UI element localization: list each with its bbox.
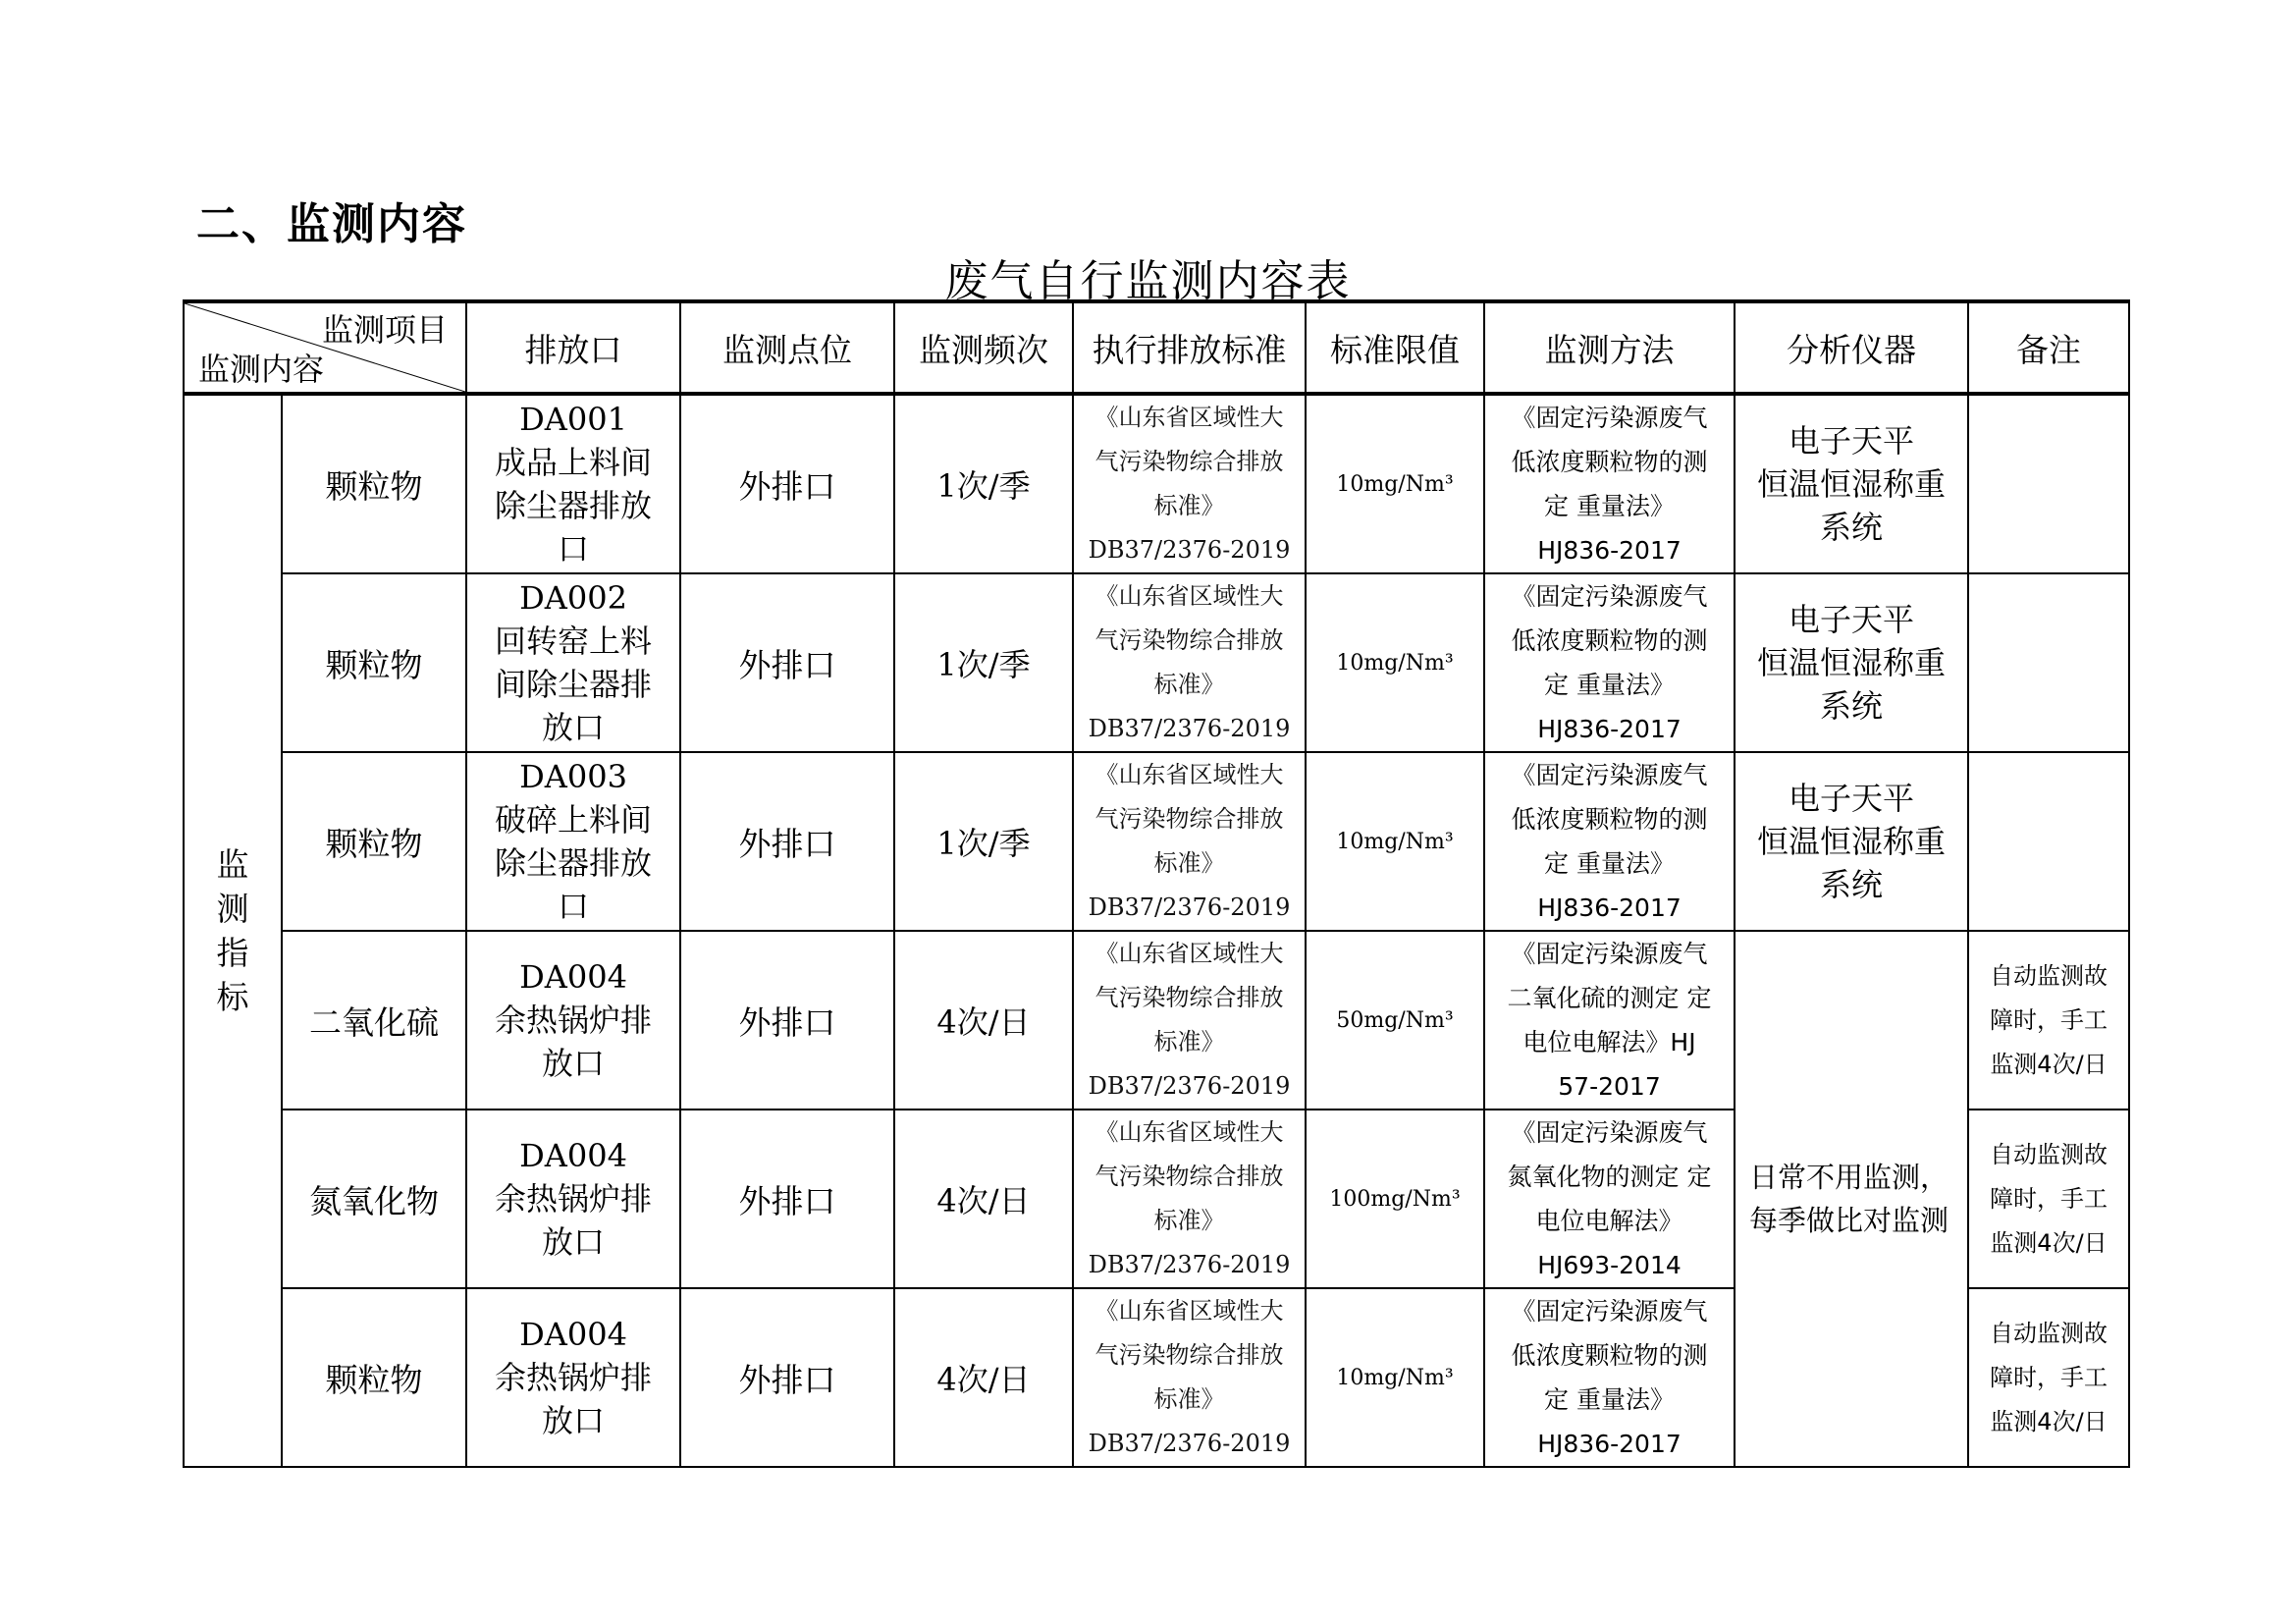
standard-cell: 《山东省区域性大 气污染物综合排放 标准》 DB37/2376-2019 xyxy=(1073,931,1306,1110)
frequency-cell: 1次/季 xyxy=(894,752,1073,931)
instrument-cell: 电子天平 恒温恒湿称重 系统 xyxy=(1735,394,1968,573)
pollutant-cell: 颗粒物 xyxy=(282,752,466,931)
method-cell: 《固定污染源废气 低浓度颗粒物的测 定 重量法》 HJ836-2017 xyxy=(1484,1288,1735,1467)
standard-cell: 《山东省区域性大 气污染物综合排放 标准》 DB37/2376-2019 xyxy=(1073,573,1306,752)
pollutant-cell: 氮氧化物 xyxy=(282,1110,466,1288)
pollutant-cell: 颗粒物 xyxy=(282,394,466,573)
instrument-cell: 电子天平 恒温恒湿称重 系统 xyxy=(1735,752,1968,931)
location-cell: 外排口 xyxy=(680,573,894,752)
remark-cell xyxy=(1968,394,2129,573)
method-cell: 《固定污染源废气 二氧化硫的测定 定 电位电解法》HJ 57-2017 xyxy=(1484,931,1735,1110)
header-method: 监测方法 xyxy=(1484,301,1735,394)
row-group-label-text: 监 测 指 标 xyxy=(216,845,249,1016)
location-cell: 外排口 xyxy=(680,394,894,573)
location-cell: 外排口 xyxy=(680,1110,894,1288)
header-monitoring-content: 监测内容 xyxy=(198,351,325,388)
table-row xyxy=(184,573,2129,752)
outlet-cell: DA003 破碎上料间 除尘器排放 口 xyxy=(466,752,680,931)
merged-instrument-cell: 日常不用监测， 每季做比对监测 xyxy=(1735,931,1968,1467)
method-cell: 《固定污染源废气 低浓度颗粒物的测 定 重量法》 HJ836-2017 xyxy=(1484,573,1735,752)
outlet-cell: DA004 余热锅炉排 放口 xyxy=(466,1288,680,1467)
table-row xyxy=(184,752,2129,931)
row-group-label xyxy=(184,394,282,1467)
remark-cell: 自动监测故 障时，手工 监测4次/日 xyxy=(1968,931,2129,1110)
frequency-cell: 4次/日 xyxy=(894,1288,1073,1467)
location-cell: 外排口 xyxy=(680,1288,894,1467)
remark-cell xyxy=(1968,752,2129,931)
remark-cell: 自动监测故 障时，手工 监测4次/日 xyxy=(1968,1110,2129,1288)
outlet-cell: DA001 成品上料间 除尘器排放 口 xyxy=(466,394,680,573)
method-cell: 《固定污染源废气 低浓度颗粒物的测 定 重量法》 HJ836-2017 xyxy=(1484,394,1735,573)
outlet-cell: DA004 余热锅炉排 放口 xyxy=(466,931,680,1110)
limit-cell: 10mg/Nm³ xyxy=(1306,1288,1484,1467)
header-remark: 备注 xyxy=(1968,301,2129,394)
method-cell: 《固定污染源废气 氮氧化物的测定 定 电位电解法》 HJ693-2014 xyxy=(1484,1110,1735,1288)
header-monitoring-item: 监测项目 xyxy=(321,311,448,349)
limit-cell: 10mg/Nm³ xyxy=(1306,752,1484,931)
frequency-cell: 1次/季 xyxy=(894,394,1073,573)
standard-cell: 《山东省区域性大 气污染物综合排放 标准》 DB37/2376-2019 xyxy=(1073,752,1306,931)
frequency-cell: 1次/季 xyxy=(894,573,1073,752)
header-corner xyxy=(184,301,466,394)
monitoring-table xyxy=(183,299,2130,1468)
header-location: 监测点位 xyxy=(680,301,894,394)
header-instrument: 分析仪器 xyxy=(1735,301,1968,394)
method-cell: 《固定污染源废气 低浓度颗粒物的测 定 重量法》 HJ836-2017 xyxy=(1484,752,1735,931)
limit-cell: 10mg/Nm³ xyxy=(1306,394,1484,573)
standard-cell: 《山东省区域性大 气污染物综合排放 标准》 DB37/2376-2019 xyxy=(1073,394,1306,573)
header-standard: 执行排放标准 xyxy=(1073,301,1306,394)
frequency-cell: 4次/日 xyxy=(894,1110,1073,1288)
standard-cell: 《山东省区域性大 气污染物综合排放 标准》 DB37/2376-2019 xyxy=(1073,1110,1306,1288)
limit-cell: 50mg/Nm³ xyxy=(1306,931,1484,1110)
outlet-cell: DA004 余热锅炉排 放口 xyxy=(466,1110,680,1288)
pollutant-cell: 颗粒物 xyxy=(282,573,466,752)
header-limit: 标准限值 xyxy=(1306,301,1484,394)
remark-cell xyxy=(1968,573,2129,752)
table-row xyxy=(184,931,2129,1110)
table-header-row xyxy=(184,301,2129,394)
limit-cell: 100mg/Nm³ xyxy=(1306,1110,1484,1288)
header-frequency: 监测频次 xyxy=(894,301,1073,394)
frequency-cell: 4次/日 xyxy=(894,931,1073,1110)
header-outlet: 排放口 xyxy=(466,301,680,394)
standard-cell: 《山东省区域性大 气污染物综合排放 标准》 DB37/2376-2019 xyxy=(1073,1288,1306,1467)
outlet-cell: DA002 回转窑上料 间除尘器排 放口 xyxy=(466,573,680,752)
location-cell: 外排口 xyxy=(680,931,894,1110)
table-row xyxy=(184,394,2129,573)
section-heading: 二、监测内容 xyxy=(196,199,467,249)
location-cell: 外排口 xyxy=(680,752,894,931)
pollutant-cell: 二氧化硫 xyxy=(282,931,466,1110)
remark-cell: 自动监测故 障时，手工 监测4次/日 xyxy=(1968,1288,2129,1467)
limit-cell: 10mg/Nm³ xyxy=(1306,573,1484,752)
pollutant-cell: 颗粒物 xyxy=(282,1288,466,1467)
instrument-cell: 电子天平 恒温恒湿称重 系统 xyxy=(1735,573,1968,752)
table-title: 废气自行监测内容表 xyxy=(944,256,1352,306)
